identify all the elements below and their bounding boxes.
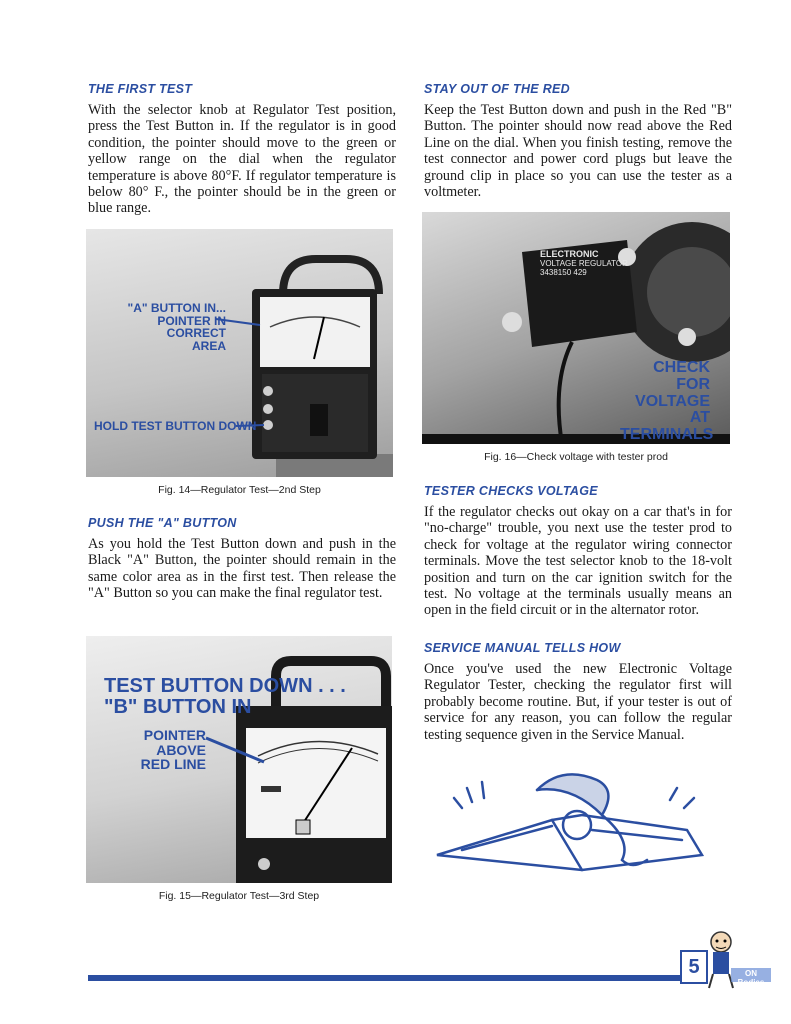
- section-body: With the selector knob at Regulator Test position, press the Test Button in. If the regulator is in good condition, the pointer should move to the green or yellow range on the dial when the regulator temperature is above 80°F. If regulator temperature is below 80° F., the pointer should be in the green or blue range.: [88, 102, 396, 217]
- tester-illustration: [86, 229, 393, 477]
- section-heading: SERVICE MANUAL TELLS HOW: [424, 641, 621, 655]
- callout-test-button-down: [104, 676, 346, 718]
- section-heading: TESTER CHECKS VOLTAGE: [424, 484, 598, 498]
- section-body: As you hold the Test Button down and push in the Black "A" Button, the pointer should remain in the same color area as in the first test. Then release the "A" Button so you can make the final regulator test.: [88, 536, 396, 602]
- callout-line: RED LINE: [140, 756, 206, 773]
- callout-line: AREA: [191, 338, 226, 353]
- figure-15-caption: Fig. 15—Regulator Test—3rd Step: [158, 890, 320, 902]
- figure-14-photo: [86, 229, 393, 477]
- section-stay-out-of-red: [424, 82, 732, 200]
- callout-line: "B" BUTTON IN: [104, 696, 252, 718]
- regulator-label-line: VOLTAGE REGULATOR: [540, 259, 628, 268]
- section-push-a-button: [88, 516, 396, 602]
- section-tester-checks-voltage: [424, 484, 732, 619]
- section-body: Once you've used the new Electronic Voltage Regulator Tester, checking the regulator first will probably become routine. But, if your tester is out of service for any reason, you can follow the regular testing sequence given in the Service Manual.: [424, 661, 732, 743]
- page-number: 5: [680, 950, 708, 984]
- callout-line: VOLTAGE AT: [635, 392, 710, 427]
- section-service-manual: [424, 641, 732, 743]
- callout-check-voltage: [620, 359, 714, 444]
- callout-line: TEST BUTTON DOWN . . .: [104, 675, 346, 697]
- section-first-test: [88, 82, 396, 217]
- regulator-label-line: 3438150 429: [540, 268, 587, 277]
- callout-line: "A" BUTTON IN...: [127, 301, 226, 315]
- section-body: If the regulator checks out okay on a car that's in for "no-charge" trouble, you next use the tester prod to check for voltage at the regulator wiring connector terminals. Move the test selector knob to the 18-volt position and turn on the car ignition switch for the test. No voltage at the terminals usually means an open in the field circuit or in the alternator rotor.: [424, 504, 732, 619]
- regulator-label-line: ELECTRONIC: [540, 249, 599, 259]
- callout-pointer-above: [106, 728, 206, 772]
- callout-line: POINTER ABOVE: [143, 727, 206, 758]
- figure-15-photo: [86, 636, 392, 883]
- section-heading: PUSH THE "A" BUTTON: [88, 516, 237, 530]
- figure-16-caption: Fig. 16—Check voltage with tester prod: [484, 451, 668, 463]
- watermark-text: ON Bodies: [737, 969, 765, 987]
- mascot-logo: [703, 928, 773, 992]
- reading-cartoon-illustration: [432, 760, 712, 880]
- callout-hold-test: HOLD TEST BUTTON DOWN: [94, 419, 257, 433]
- callout-line: POINTER IN CORRECT: [157, 313, 226, 341]
- callout-line: TERMINALS: [620, 426, 714, 444]
- section-body: Keep the Test Button down and push in the Red "B" Button. The pointer should now read above the Red Line on the dial. When you finish testing, remove the test connector and power cord plugs but leave the ground clip in place so you can use the tester as a voltmeter.: [424, 102, 732, 201]
- figure-16-photo: [422, 212, 730, 444]
- footer-rule: [88, 975, 680, 981]
- callout-a-button: [106, 302, 226, 352]
- section-heading: THE FIRST TEST: [88, 82, 193, 96]
- section-heading: STAY OUT OF THE RED: [424, 82, 570, 96]
- figure-14-caption: Fig. 14—Regulator Test—2nd Step: [158, 484, 321, 496]
- regulator-label: [540, 250, 628, 277]
- callout-line: CHECK FOR: [653, 359, 710, 393]
